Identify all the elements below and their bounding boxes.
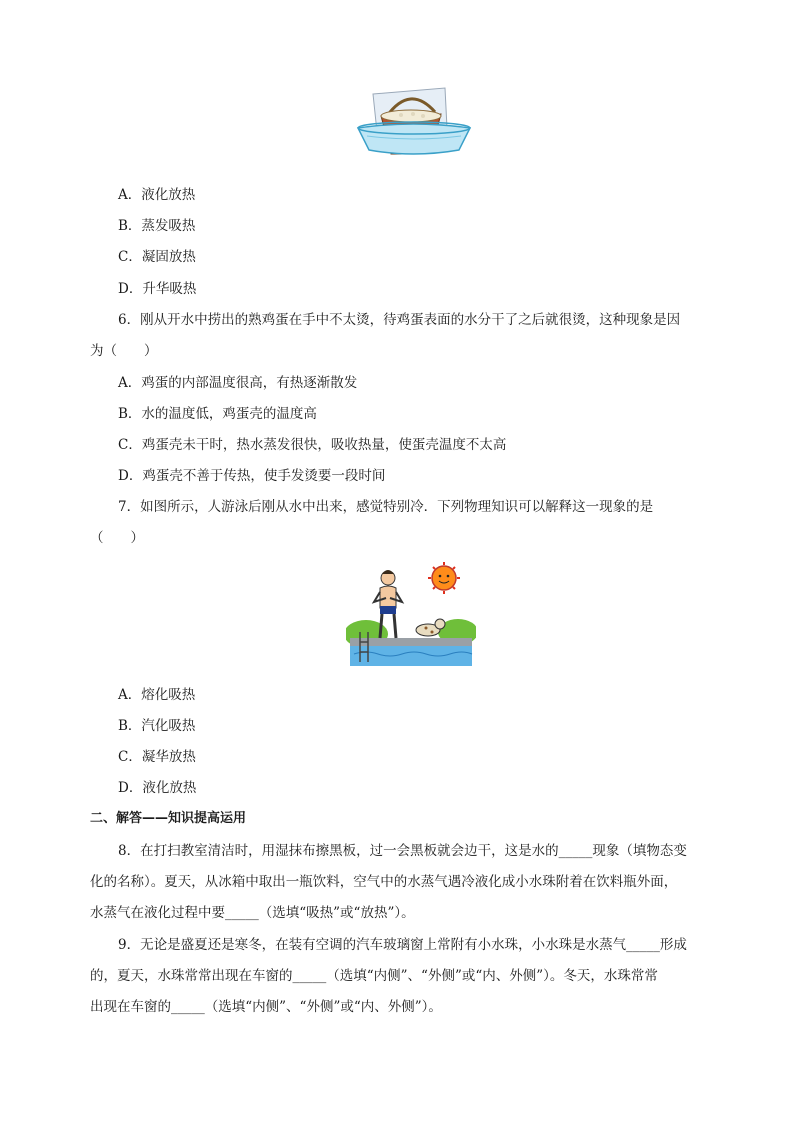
q7-stem-line1: 7．如图所示，人游泳后刚从水中出来，感觉特别冷．下列物理知识可以解释这一现象的是	[118, 499, 654, 515]
q7-option-c: C．凝华放热	[118, 749, 196, 765]
q7-option-d: D．液化放热	[118, 780, 197, 796]
q6-option-a: A．鸡蛋的内部温度很高，有热逐渐散发	[118, 375, 358, 391]
q6-stem-line2: 为（ ）	[90, 343, 158, 359]
q7-option-a: A．熔化吸热	[118, 687, 196, 703]
swimmer-figure	[346, 562, 476, 668]
q6-option-c: C．鸡蛋壳未干时，热水蒸发很快，吸收热量，使蛋壳温度不太高	[118, 437, 507, 453]
q7-stem-line2: （ ）	[90, 530, 144, 546]
q5-option-c: C．凝固放热	[118, 249, 196, 265]
basket-figure	[355, 86, 473, 161]
q5-option-b: B．蒸发吸热	[118, 218, 196, 234]
q9-stem-line3: 出现在车窗的_____（选填“内侧”、“外侧”或“内、外侧”）。	[90, 999, 442, 1015]
section-2-title: 二、解答——知识提高运用	[90, 811, 247, 826]
q5-option-a: A．液化放热	[118, 187, 196, 203]
q7-option-b: B．汽化吸热	[118, 718, 196, 734]
q8-stem-line1: 8．在打扫教室清洁时，用湿抹布擦黑板，过一会黑板就会边干，这是水的_____现象（填物态变	[118, 843, 687, 859]
q6-option-b: B．水的温度低，鸡蛋壳的温度高	[118, 406, 317, 422]
q9-stem-line2: 的，夏天，水珠常常出现在车窗的_____（选填“内侧”、“外侧”或“内、外侧”）。冬天，水珠常常	[90, 968, 658, 984]
q6-stem-line1: 6．刚从开水中捞出的熟鸡蛋在手中不太烫，待鸡蛋表面的水分干了之后就很烫，这种现象是因	[118, 312, 681, 328]
q8-stem-line2: 化的名称）。夏天，从冰箱中取出一瓶饮料，空气中的水蒸气遇冷液化成小水珠附着在饮料瓶外面，	[90, 874, 678, 890]
q5-option-d: D．升华吸热	[118, 281, 197, 297]
q9-stem-line1: 9．无论是盛夏还是寒冬，在装有空调的汽车玻璃窗上常附有小水珠，小水珠是水蒸气_____形成	[118, 937, 687, 953]
q6-option-d: D．鸡蛋壳不善于传热，使手发烫要一段时间	[118, 468, 386, 484]
q8-stem-line3: 水蒸气在液化过程中要_____（选填“吸热”或“放热”）。	[90, 905, 415, 921]
